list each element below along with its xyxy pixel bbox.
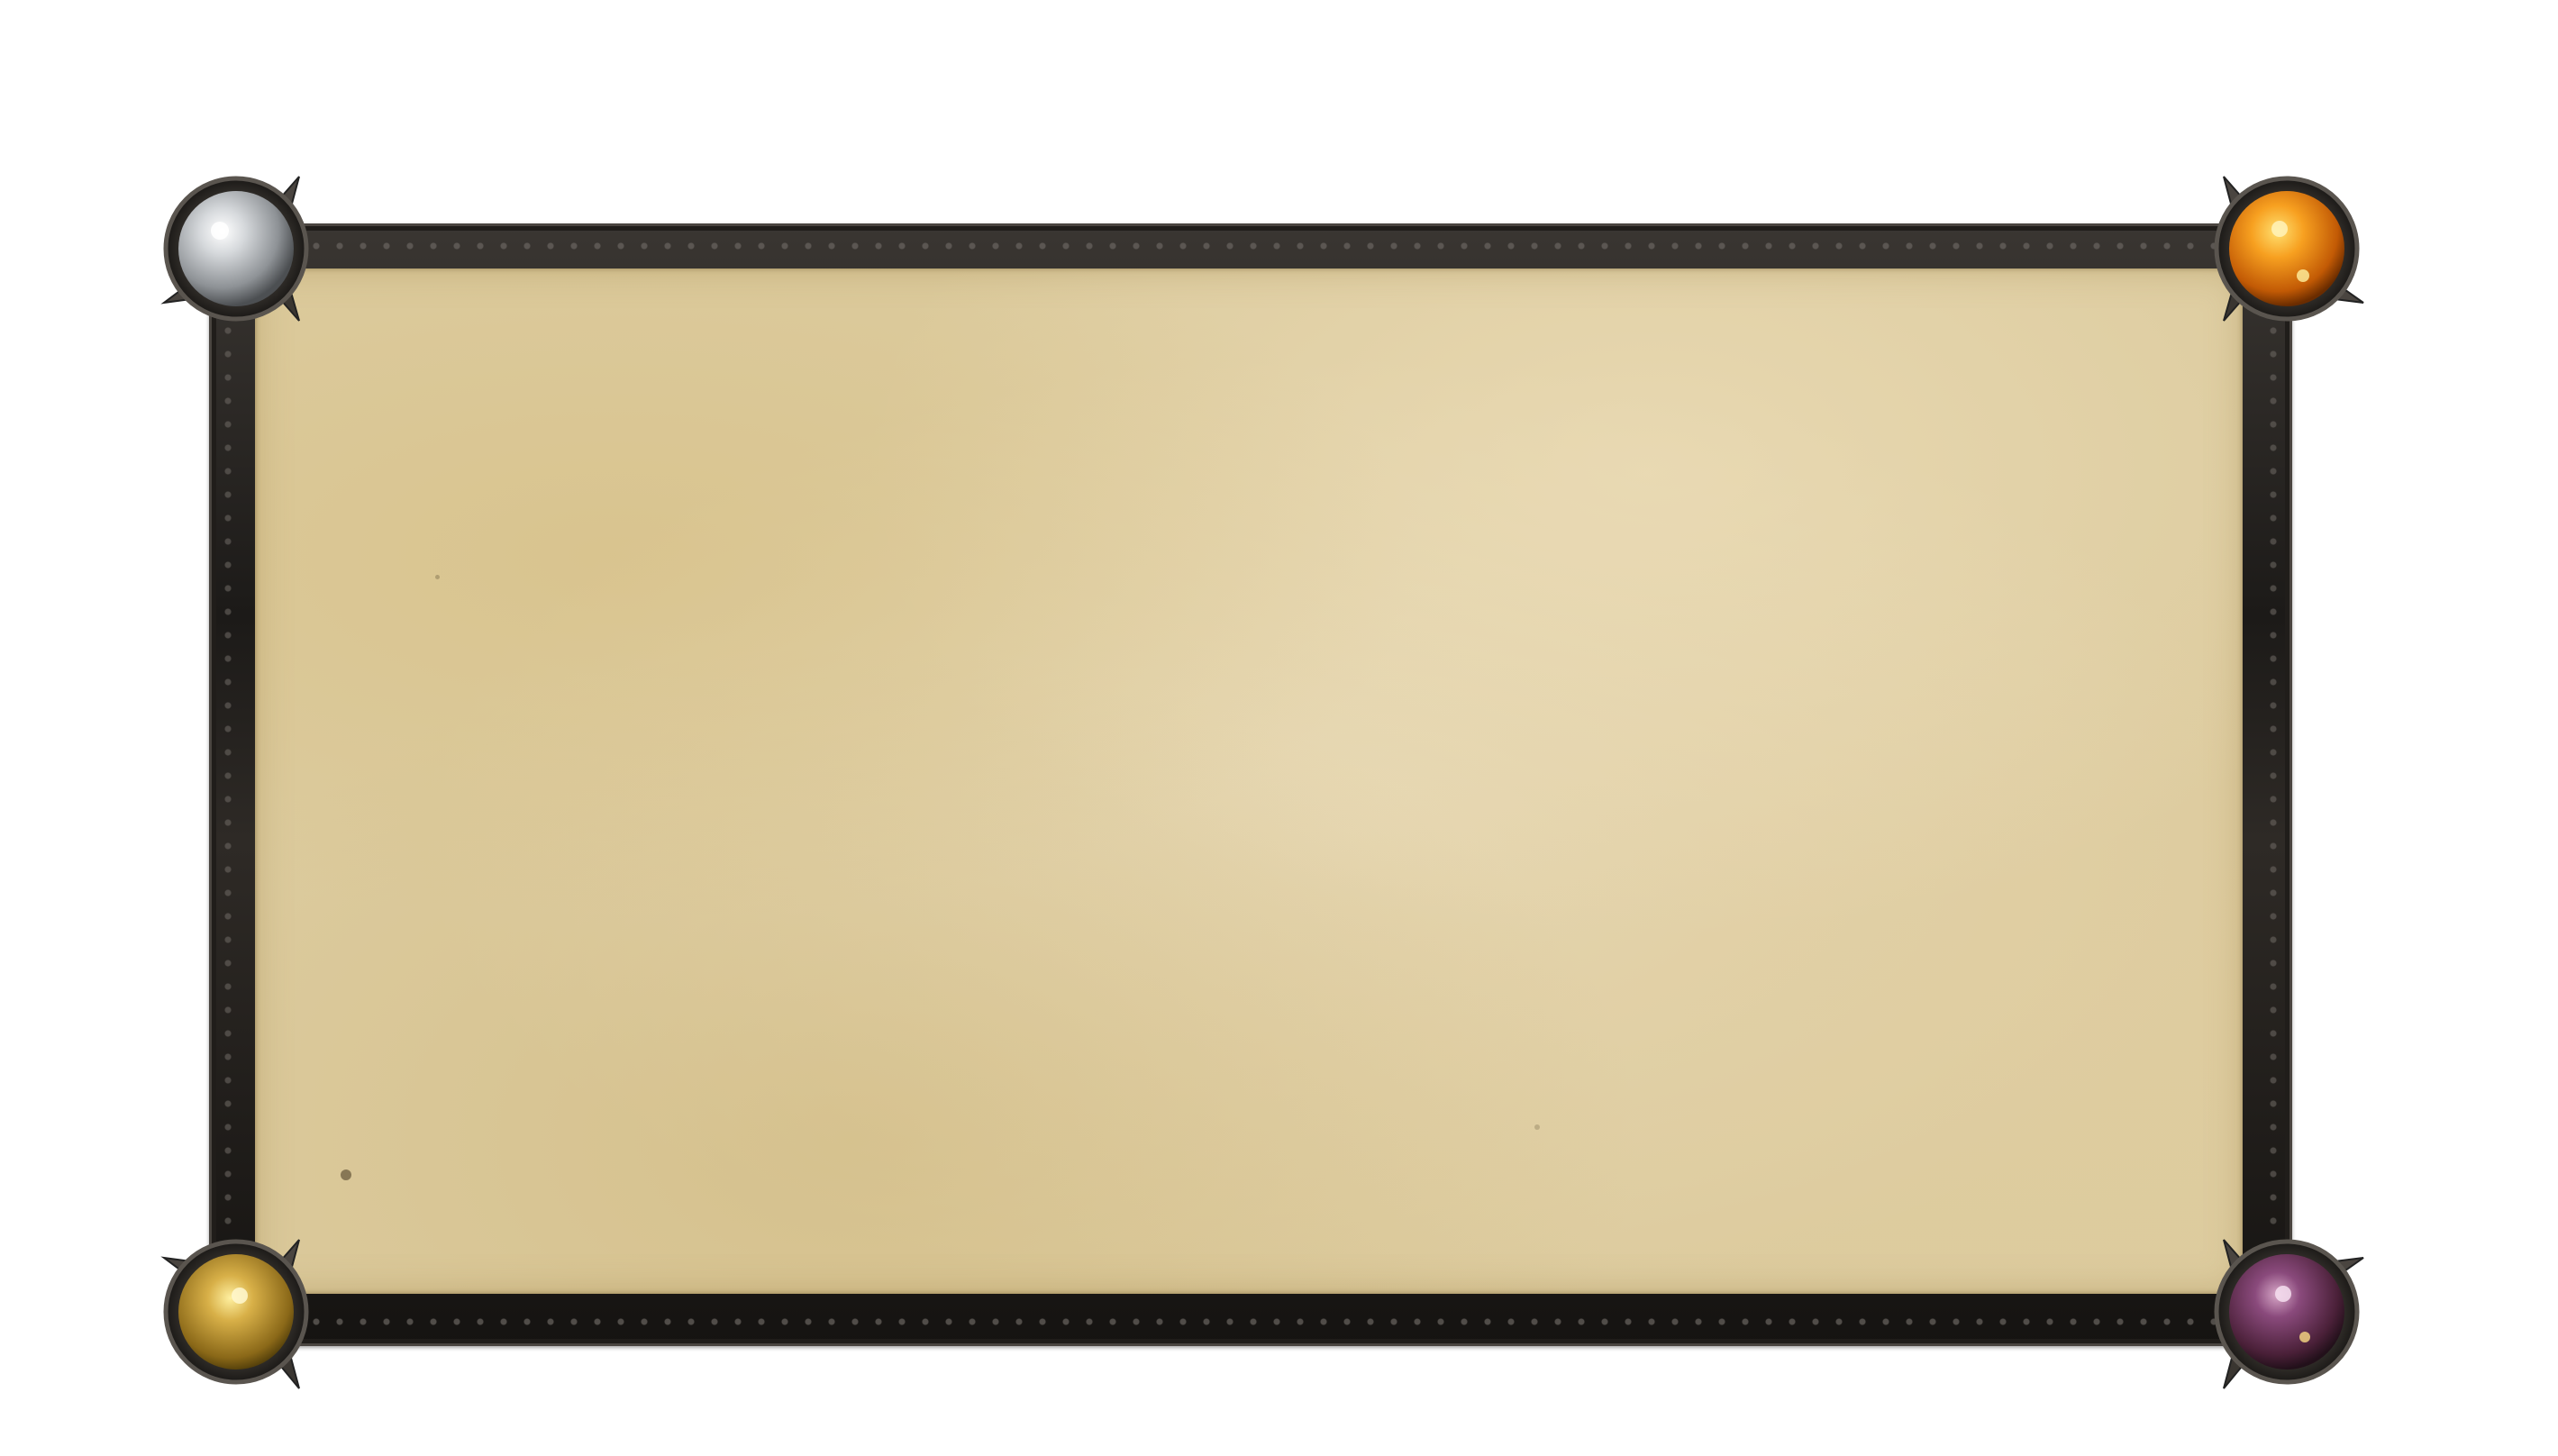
corner-gem-bottom-left [146, 1222, 326, 1402]
frame-rivets-bottom [281, 1315, 2220, 1328]
frame-rivets-left [222, 296, 234, 1274]
corner-gem-top-right [2197, 159, 2377, 339]
silver-orb-icon [146, 159, 326, 339]
purple-orb-icon [2197, 1222, 2377, 1402]
frame-rivets-top [281, 240, 2220, 252]
parchment-speck [435, 575, 440, 579]
gold-orb-icon [146, 1222, 326, 1402]
frame-rivets-right [2267, 296, 2280, 1274]
parchment-panel [255, 268, 2243, 1294]
corner-gem-bottom-right [2197, 1222, 2377, 1402]
parchment-speck [1534, 1124, 1540, 1130]
parchment-speck [341, 1169, 351, 1180]
orange-orb-icon [2197, 159, 2377, 339]
corner-gem-top-left [146, 159, 326, 339]
